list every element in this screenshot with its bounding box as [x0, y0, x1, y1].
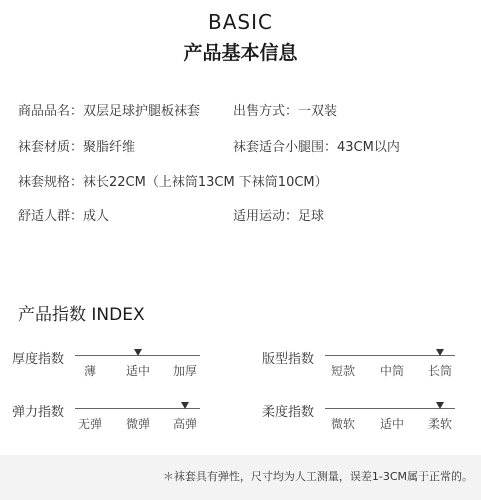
index-label: 弹力指数: [12, 405, 65, 420]
index-option: 微弹: [125, 417, 151, 431]
info-material: 袜套材质：聚脂纤维: [18, 140, 136, 155]
info-product-name: 商品品名：双层足球护腿板袜套: [18, 104, 201, 119]
info-people: 舒适人群：成人: [18, 209, 110, 224]
index-option: 中筒: [379, 364, 405, 378]
footer-note: ＊袜套具有弹性，尺寸均为人工测量，误差1-3CM属于正常的。: [162, 470, 473, 483]
index-option: 加厚: [172, 364, 198, 378]
info-sport: 适用运动：足球: [233, 209, 325, 224]
index-option: 微软: [330, 417, 356, 431]
title-zh: 产品基本信息: [183, 42, 298, 64]
index-option: 长筒: [427, 364, 453, 378]
index-option: 无弹: [77, 417, 103, 431]
info-spec: 袜套规格：袜长22CM（上袜筒13CM 下袜筒10CM）: [18, 175, 328, 190]
index-option: 适中: [379, 417, 405, 431]
index-marker: [181, 402, 189, 409]
index-option: 短款: [330, 364, 356, 378]
index-marker: [134, 349, 142, 356]
index-option: 高弹: [172, 417, 198, 431]
index-option: 柔软: [427, 417, 453, 431]
index-option: 适中: [125, 364, 151, 378]
index-marker: [436, 402, 444, 409]
index-label: 柔度指数: [262, 405, 315, 420]
info-sale-method: 出售方式：一双装: [233, 104, 338, 119]
index-label: 厚度指数: [12, 352, 65, 367]
title-en: BASIC: [208, 10, 273, 34]
index-section-title: 产品指数 INDEX: [18, 305, 145, 325]
index-marker: [436, 349, 444, 356]
info-calf-fit: 袜套适合小腿围：43CM以内: [233, 140, 400, 155]
index-option: 薄: [83, 364, 97, 378]
index-label: 版型指数: [262, 352, 315, 367]
